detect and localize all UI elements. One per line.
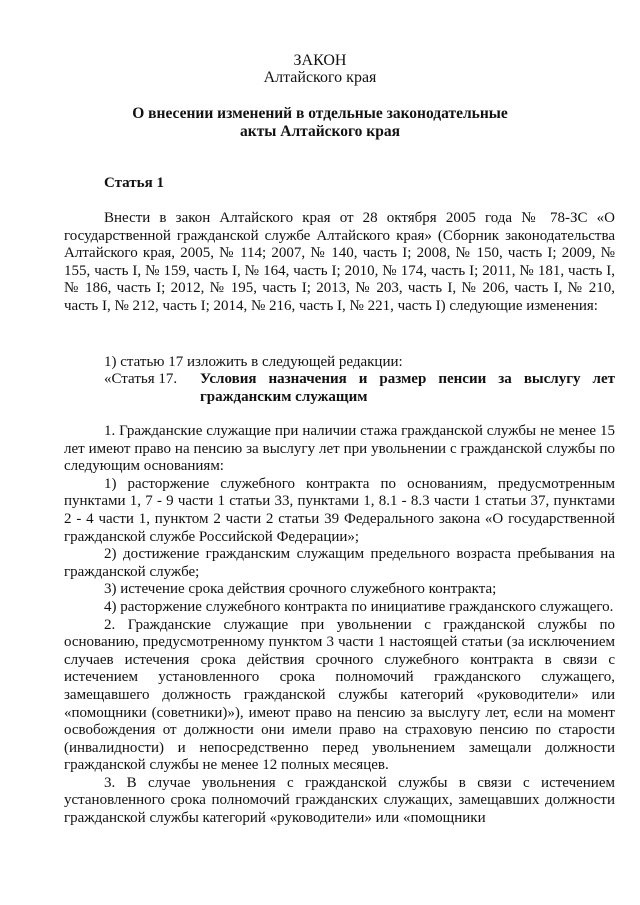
intro-paragraph: Внести в закон Алтайского края от 28 октября 2005 года № 78-ЗС «О государственной гражданской службе Алтайского края» (Сборник законодательства Алтайского края, 2005, № 114; 2007, № 140, часть I; 2008, № 150, часть I; 2009, № 155, часть I, № 159, часть I, № 164, часть I; 2010, № 174, часть I; 2011, № 181, часть I, № 186, часть I; 2012, № 195, часть I; 2013, № 203, часть I, № 206, часть I, № 210, часть I, № 212, часть I; 2014, № 216, часть I, № 221, часть I) следующие изменения: [64, 210, 615, 314]
article-1-intro [64, 210, 615, 316]
paragraph-1: 1. Гражданские служащие при наличии стажа гражданской службы не менее 15 лет имеют право на пенсию за выслугу лет при увольнении с гражданской службы по следующим основаниям: [64, 423, 615, 475]
amendment-1-text: 1) статью 17 изложить в следующей редакции: [104, 354, 403, 370]
paragraph-1-item-1: 1) расторжение служебного контракта по основаниям, предусмотренным пунктами 1, 7 - 9 части 1 статьи 33, пунктами 1, 8.1 - 8.3 части 1 статьи 37, пунктами 2 - 4 части 1, пунктом 2 части 2 статьи 39 Федерального закона «О государственной гражданской службе Российской Федерации»; [64, 475, 615, 545]
paragraph-3: 3. В случае увольнения с гражданской службы в связи с истечением установленного срока полномочий гражданских служащих, замещавших должности гражданской службы категорий «руководители» или «помощники [64, 774, 615, 827]
amendment-1 [64, 354, 615, 372]
doc-title: О внесении изменений в отдельные законодательные акты Алтайского края [132, 105, 508, 140]
paragraph-1-item-3: 3) истечение срока действия срочного служебного контракта; [104, 581, 497, 598]
article-17-title: Условия назначения и размер пенсии за выслугу лет гражданским служащим [200, 371, 615, 405]
article-1-heading: Статья 1 [104, 175, 164, 191]
doc-type: ЗАКОН [293, 52, 347, 69]
doc-region: Алтайского края [263, 69, 377, 86]
paragraph-2: 2. Гражданские служащие при увольнении с гражданской службы по основанию, предусмотренному пунктом 3 части 1 настоящей статьи (за исключением случаев истечения срока действия срочного служебного контракта в связи с истечением установленного срока полномочий гражданского служащего, замещавшего должность гражданской службы категорий «руководители» или «помощники (советники)»), имеют право на пенсию за выслугу лет, если на момент освобождения от должности они имели право на страховую пенсию по старости (инвалидности) и непосредственно перед увольнением замещали должности гражданской службы не менее 12 полных месяцев. [64, 616, 615, 774]
paragraph-1-item-2: 2) достижение гражданским служащим предельного возраста пребывания на гражданской службе; [64, 546, 615, 580]
article-17-heading [104, 371, 615, 406]
article-17-body [64, 423, 615, 828]
paragraph-1-item-4: 4) расторжение служебного контракта по инициативе гражданского служащего. [104, 598, 614, 615]
article-17-label: «Статья 17. [104, 371, 178, 387]
